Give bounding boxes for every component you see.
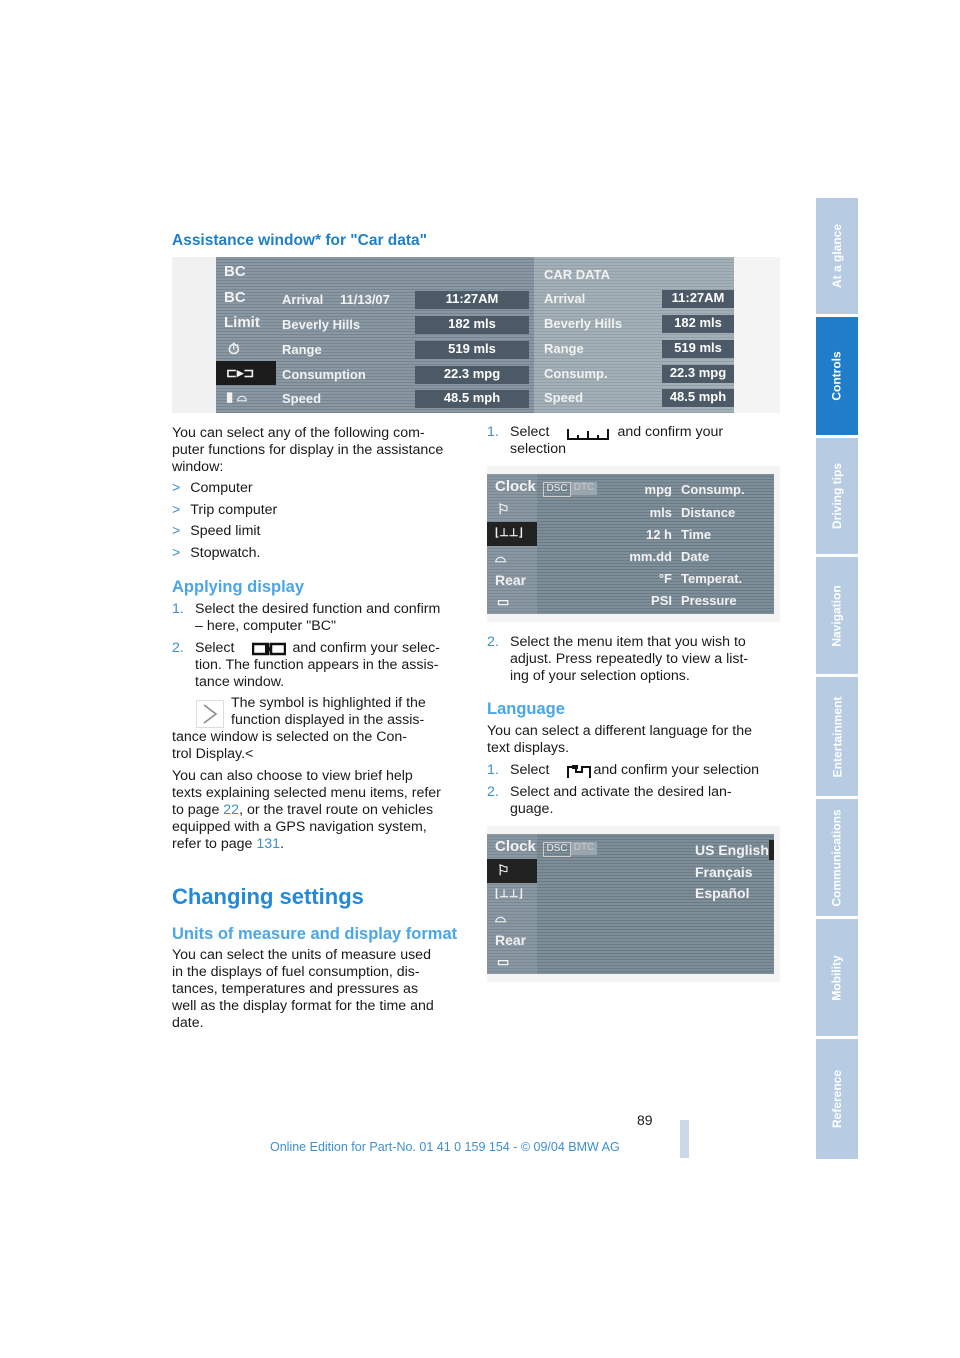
tab-reference[interactable]	[816, 1039, 858, 1159]
settings-icon	[566, 763, 592, 779]
tab-label: Driving tips	[830, 462, 845, 530]
tab-label: Reference	[830, 1069, 844, 1129]
bullet-arrow-icon: >	[172, 502, 181, 518]
display-icon: ▭	[497, 954, 510, 969]
step-1	[172, 601, 467, 635]
row-value: 48.5 mph	[662, 389, 734, 407]
menu-rear: Rear	[495, 572, 527, 588]
row-value: 22.3 mpg	[415, 366, 529, 384]
text-line: Select the desired function and confirm	[195, 601, 441, 617]
tab-label: Mobility	[830, 954, 845, 1001]
text-line: , or the travel route on vehicles	[239, 802, 434, 818]
row-label: Beverly Hills	[282, 317, 361, 332]
section-heading: Assistance window* for "Car data"	[172, 232, 428, 249]
step-number: 1.	[487, 762, 499, 778]
dsc-tag: DSC	[543, 842, 571, 857]
row-label: Arrival	[282, 292, 324, 307]
setting-label: Date	[681, 549, 710, 564]
unit-value: °F	[658, 571, 672, 586]
row-value: 519 mls	[415, 341, 529, 359]
text-line: Select the menu item that you wish to	[510, 634, 746, 650]
text-line: You can select any of the following com-	[172, 425, 425, 441]
text-line: Select	[510, 762, 550, 778]
setting-label: Consump.	[681, 482, 745, 497]
text-line: window:	[172, 459, 224, 475]
text-line: Select	[195, 640, 235, 656]
setting-label: Pressure	[681, 593, 737, 608]
list-item	[172, 523, 260, 539]
text-line: equipped with a GPS navigation system,	[172, 819, 427, 835]
text-line: tance window.	[195, 674, 285, 690]
row-value: 182 mls	[662, 315, 734, 333]
language-option: US English	[695, 842, 769, 858]
page-marker	[680, 1120, 689, 1158]
car-data-screenshot	[172, 257, 780, 413]
tab-label: Navigation	[830, 584, 844, 647]
help-paragraph	[172, 768, 472, 853]
setting-label: Distance	[681, 505, 736, 520]
intro-paragraph	[172, 425, 467, 476]
settings-icon: ⚐	[497, 862, 510, 878]
row-value: 182 mls	[415, 316, 529, 334]
text-line: .	[280, 836, 285, 852]
unit-value: 12 h	[645, 527, 672, 542]
list-item	[172, 480, 253, 496]
bullet-arrow-icon: >	[172, 523, 181, 539]
tab-mobility[interactable]	[816, 919, 858, 1036]
text-line: puter functions for display in the assistance	[172, 442, 444, 458]
text-line: well as the display format for the time and	[172, 998, 434, 1014]
tab-navigation[interactable]	[816, 557, 858, 674]
dsc-tag: DSC	[543, 482, 571, 497]
setting-label: Time	[681, 527, 712, 542]
units-icon: ⌊⊥⊥⌋	[495, 527, 523, 539]
text-line: adjust. Press repeatedly to view a list-	[510, 651, 749, 667]
car-icon: ▮ ⌓	[226, 389, 248, 404]
menu-bc: BC	[224, 263, 246, 280]
list-item-text: Speed limit	[190, 523, 261, 539]
row-label: Speed	[282, 391, 322, 406]
menu-limit: Limit	[224, 314, 260, 331]
tab-at-a-glance[interactable]	[816, 198, 858, 314]
units-icon	[566, 427, 610, 441]
language-option: Español	[695, 885, 750, 901]
row-label: Arrival	[544, 291, 586, 306]
applying-display-heading: Applying display	[172, 578, 305, 596]
language-screenshot	[487, 826, 780, 982]
tab-label: Communications	[830, 808, 844, 907]
list-item-text: Trip computer	[190, 502, 278, 518]
text-line: guage.	[510, 801, 554, 817]
text-line: tion. The function appears in the assis-	[195, 657, 439, 673]
menu-rear: Rear	[495, 932, 527, 948]
menu-clock: Clock	[495, 478, 536, 495]
row-label: Consump.	[544, 366, 608, 381]
row-label: Range	[282, 342, 322, 357]
stopwatch-icon: ⏱	[228, 341, 240, 358]
text-line: – here, computer "BC"	[195, 618, 336, 634]
note-text	[231, 695, 467, 729]
menu-clock: Clock	[495, 838, 536, 855]
setting-label: Temperat.	[681, 571, 743, 586]
units-heading: Units of measure and display format	[172, 925, 458, 943]
text-line: You can select the units of measure used	[172, 947, 431, 963]
text-line: You can also choose to view brief help	[172, 768, 413, 784]
row-value: 22.3 mpg	[662, 365, 734, 383]
unit-value: mm.dd	[629, 549, 672, 564]
page-number: 89	[637, 1112, 653, 1128]
car-icon: ⌓	[495, 909, 507, 925]
text-line: refer to page	[172, 836, 257, 852]
list-item-text: Computer	[190, 480, 253, 496]
step-2	[172, 640, 467, 691]
tab-communications[interactable]	[816, 799, 858, 916]
menu-bc-2: BC	[224, 289, 246, 306]
row-extra: 11/13/07	[340, 292, 390, 307]
lang-step-1	[487, 762, 787, 779]
list-item	[172, 502, 277, 518]
text-line: and confirm your selection	[593, 762, 760, 778]
dtc-tag: DTC	[571, 482, 597, 495]
text-line: function displayed in the assis-	[231, 712, 425, 728]
text-line: and confirm your selec-	[292, 640, 440, 656]
tab-controls[interactable]	[816, 317, 858, 435]
car-icon: ⌓	[495, 549, 507, 565]
car-data-title: CAR DATA	[544, 267, 610, 282]
units-screenshot	[487, 466, 780, 622]
page-link[interactable]: 131	[256, 836, 281, 852]
row-value: 519 mls	[662, 340, 734, 358]
row-value: 11:27AM	[415, 291, 529, 309]
units-icon: ⌊⊥⊥⌋	[495, 888, 523, 900]
text-line: Select	[510, 424, 550, 440]
dtc-tag: DTC	[571, 842, 597, 855]
text-line: texts explaining selected menu items, refer	[172, 785, 441, 801]
note-triangle-icon	[196, 700, 224, 728]
unit-value: mpg	[644, 482, 672, 497]
step-number: 1.	[487, 424, 499, 440]
r-step-2	[487, 634, 787, 685]
text-line: to page	[172, 802, 224, 818]
row-label: Beverly Hills	[544, 316, 623, 331]
row-label: Speed	[544, 390, 584, 405]
list-item-text: Stopwatch.	[190, 545, 261, 561]
text-line: tances, temperatures and pressures as	[172, 981, 419, 997]
computer-icon: ⊏▸⊐	[226, 365, 255, 380]
display-icon: ▭	[497, 594, 510, 609]
computer-icon	[252, 641, 286, 657]
tab-label: Entertainment	[830, 696, 844, 777]
row-label: Range	[544, 341, 584, 356]
row-value: 11:27AM	[662, 290, 734, 308]
text-line: tance window is selected on the Con-	[172, 729, 408, 745]
unit-value: PSI	[651, 593, 672, 608]
tab-label: Controls	[830, 351, 844, 401]
text-line: selection	[510, 441, 566, 457]
footer-text: Online Edition for Part-No. 01 41 0 159 154 - © 09/04 BMW AG	[270, 1140, 620, 1154]
step-number: 2.	[487, 784, 499, 800]
step-number: 2.	[487, 634, 499, 650]
text-line: Select and activate the desired lan-	[510, 784, 732, 800]
row-label: Consumption	[282, 367, 366, 382]
bullet-arrow-icon: >	[172, 545, 181, 561]
text-line: text displays.	[487, 740, 570, 756]
text-line: trol Display.<	[172, 746, 254, 762]
page-link[interactable]: 22	[223, 802, 240, 818]
r-step-1	[487, 424, 787, 458]
language-option: Français	[695, 864, 753, 880]
text-line: date.	[172, 1015, 204, 1031]
list-item	[172, 545, 261, 561]
tab-entertainment[interactable]	[816, 677, 858, 796]
changing-settings-heading: Changing settings	[172, 884, 364, 909]
language-paragraph	[487, 723, 787, 757]
settings-icon: ⚐	[497, 501, 510, 517]
text-line: in the displays of fuel consumption, dis-	[172, 964, 420, 980]
step-number: 2.	[172, 640, 184, 656]
note-text-cont	[172, 729, 467, 763]
tab-label: At a glance	[830, 223, 844, 289]
unit-value: mls	[649, 505, 672, 520]
text-line: The symbol is highlighted if the	[231, 695, 426, 711]
text-line: and confirm your	[617, 424, 724, 440]
row-value: 48.5 mph	[415, 390, 529, 408]
text-line: ing of your selection options.	[510, 668, 690, 684]
language-heading: Language	[487, 700, 565, 718]
bullet-arrow-icon: >	[172, 480, 181, 496]
text-line: You can select a different language for the	[487, 723, 753, 739]
tab-driving-tips[interactable]	[816, 438, 858, 554]
units-paragraph	[172, 947, 472, 1032]
lang-step-2	[487, 784, 787, 818]
step-number: 1.	[172, 601, 184, 617]
